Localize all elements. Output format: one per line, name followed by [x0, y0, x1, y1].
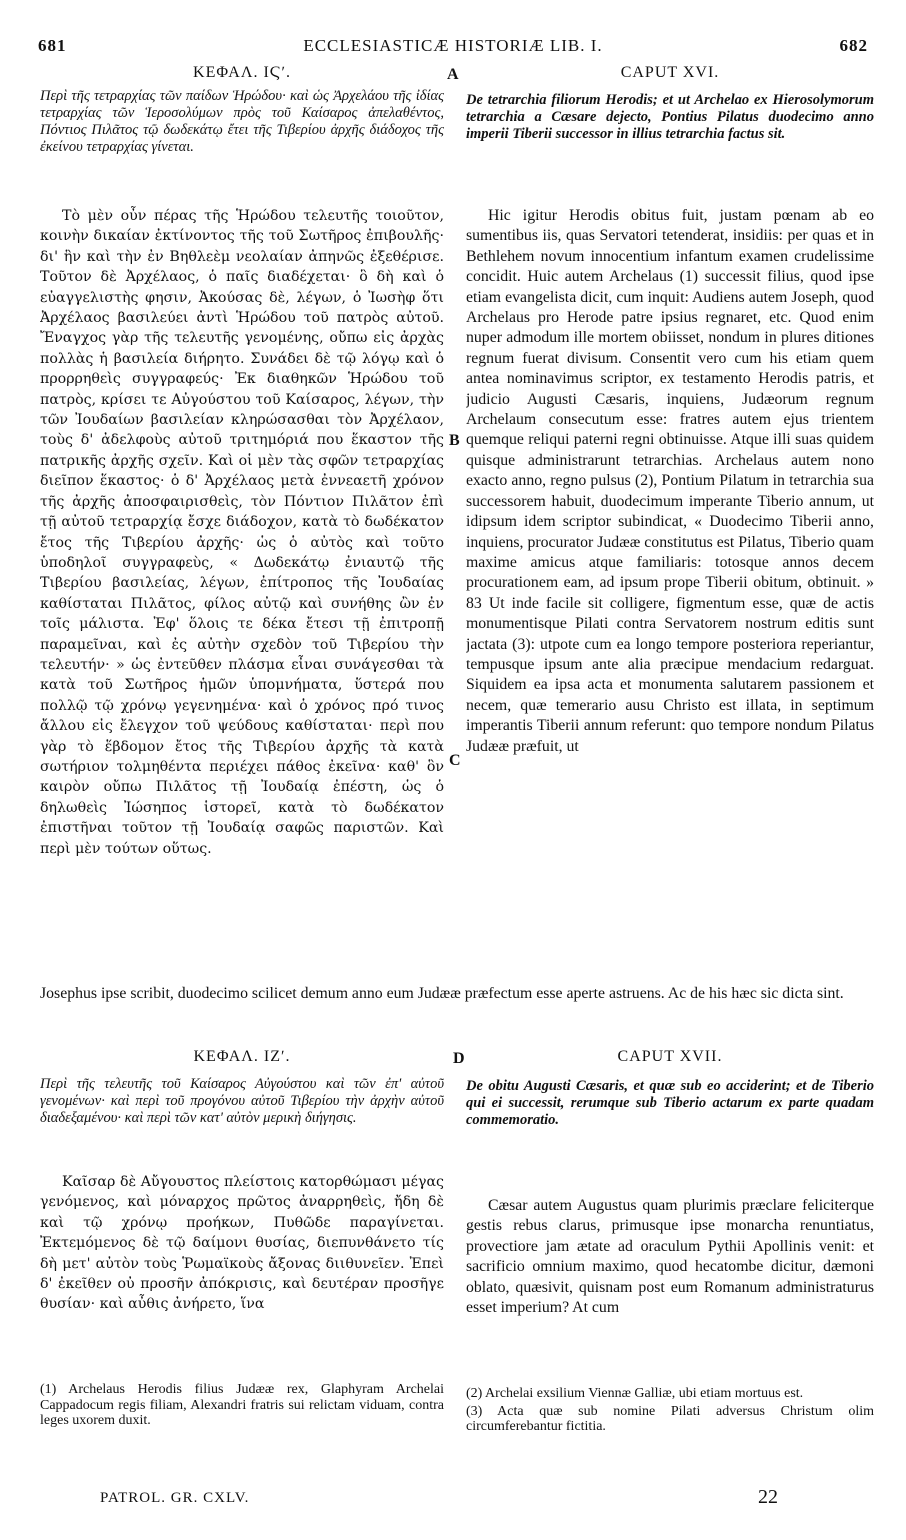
greek-text-17-box — [40, 1172, 444, 1358]
right-page-number: 682 — [839, 36, 868, 55]
greek-chapter-summary: Περὶ τῆς τετραρχίας τῶν παίδων Ἡρώδου· καὶ ὡς Ἀρχελάου τῆς ἰδίας τετραρχίας τῶν Ἱεροσολύμων πρὸς τοῦ Καίσαρος ἀπελαθέντος, Πόντιος Πιλᾶτος τῷ δωδεκάτῳ ἔτει τῆς Τιβερίου ἀρχῆς διάδοχος τῆς ἐκείνου τετραρχίας γίνεται. — [40, 88, 444, 155]
latin-summary-16-box — [466, 92, 874, 172]
volume-signature: PATROL. GR. CXLV. — [100, 1490, 250, 1506]
latin-body-text: Cæsar autem Augustus quam plurimis præclare feliciterque gestis rebus clarus, primusque ipse monarcha renuntiatus, provectiore jam ætate ad oraculum Pythii Apollinis venit: et sacrificio omnium maximo, quod hecatombe dicitur, dæmoni oblato, quæsivit, quisnam post eum Romanum administraturus esset imperium? At cum — [466, 1197, 874, 1317]
latin-chapter-16 — [466, 64, 874, 82]
greek-summary-16-box — [40, 88, 444, 198]
latin-body-text: Hic igitur Herodis obitus fuit, justam pœnam ab eo sumentibus iis, quas Servatori tetenderat, insidiis: per quas et in Bethlehem novum innocentium infantum examen crudelissime concidit. Huic autem Archelaus (1) successit filius, quod ipse etiam evangelista dicit, cum inquit: Audiens autem Joseph, quod Archelaus pro Herode patre ipsius regnaret, etc. Quod enim nuper admodum ille mortem obiisset, nondum in plures ditiones regnum fuerat divisum. Consentit vero cum his etiam quem antea nominavimus scriptor, ex testamento Herodis patris, et judicio Augusti Cæsaris, inquiens, Judæorum regnum Archelaum consecutum esse: fratres autem ejus trientem quemque reliqui paterni regni obtinuisse. Atque illi suas quidem quisque administrarunt tetrarchias. Archelaus autem nono exacto anno, regno pulsus (2), Pontium Pilatum in tetrarchia sua successorem habuit, duodecimum imperante Tiberio annum, ut idipsum idem scriptor subindicat, « Duodecimo Tiberii anno, inquiens, procurator Judææ constitutus est Pilatus, Tiberio quam maxime amicus atque familiaris: totosque annos decem procurationem eam, ad ipsum prope Tiberii obitum, obtinuit. » 83 Ut inde facile sit colligere, figmentum esse, quæ de actis monumentisque Pilati contra Servatorem nostrum editis sunt jactata (3): utpote cum ea longo tempore posteriora reperiantur, tempusque ipsum ante alia præcipue mendacium redarguat. Siquidem ea ipsa acta et monumenta salutarem passionem et necem, quæ temerario ausu Christo est illata, in septimum imperantis Tiberii annum referunt: quo tempore nondum Pilatus Judææ præfuit, ut — [466, 207, 874, 755]
footnote-2: (2) Archelai exsilium Viennæ Galliæ, ubi etiam mortuus est. — [466, 1386, 804, 1401]
sheet-number: 22 — [758, 1486, 778, 1508]
latin-chapter-heading: CAPUT XVII. — [617, 1048, 723, 1065]
greek-chapter-summary: Περὶ τῆς τελευτῆς τοῦ Καίσαρος Αὐγούστου καὶ τῶν ἐπ' αὐτοῦ γενομένων· καὶ περὶ τοῦ προγόνου αὐτοῦ Τιβερίου τὴν ἀρχὴν αὐτοῦ διαδεξαμένου· καὶ περὶ τῶν κατ' αὐτὸν μερικὴ διήγησις. — [40, 1076, 444, 1126]
footnotes-right — [466, 1386, 874, 1470]
latin-continuation-text: Josephus ipse scribit, duodecimo scilicet demum anno eum Judææ præfectum esse aperte astruens. Ac de his hæc sic dicta sint. — [40, 985, 844, 1002]
greek-chapter-heading: ΚΕΦΑΛ. ΙΖʹ. — [193, 1048, 291, 1065]
greek-body-text: Καῖσαρ δὲ Αὔγουστος πλείστοις κατορθώμασι μέγας γενόμενος, καὶ μόναρχος πρῶτος ἀναρρηθεὶς, ἤδη δὲ καὶ τῷ χρόνῳ προήκων, Πυθῶδε παραγίνεται. Ἐκτεμόμενος δὲ τῷ δαίμονι θυσίας, διεπυνθάνετο τίς δὴ μετ' αὐτὸν τοὺς Ῥωμαϊκοὺς ἄξονας διιθυνεῖεν. Ἐπεὶ δ' ἐκεῖθεν οὐ προσῆν ἀπόκρισις, καὶ δευτέραν προσῆγε θυσίαν· καὶ αὖθις ἀνήρετο, ἵνα — [40, 1174, 444, 1313]
greek-chapter-16 — [40, 64, 444, 82]
greek-chapter-17 — [40, 1048, 444, 1066]
greek-text-16-box — [40, 206, 444, 982]
greek-body-text: Τὸ μὲν οὖν πέρας τῆς Ἡρώδου τελευτῆς τοιοῦτον, κοινὴν δικαίαν ἐκτίνοντος τῆς τοῦ Σωτῆρος ἐπιβουλῆς· δι' ἣν καὶ τὴν ἐν Βηθλεὲμ νεολαίαν ἀπηνῶς ἐξεθέρισε. Τοῦτον δὲ Ἀρχέλαος, ὁ παῖς διαδέχεται· ὃ δὴ καὶ ὁ εὐαγγελιστὴς φησιν, Ἀκούσας δὲ, λέγων, ὁ Ἰωσὴφ ὅτι Ἀρχέλαος βασιλεύει ἀντὶ Ἡρώδου τοῦ πατρὸς αὐτοῦ. Ἔναγχος γὰρ τῆς τελευτῆς γενομένης, οὔπω εἰς ἀρχὰς πολλὰς ἡ βασιλεία διήρητο. Συνάδει δὲ τῷ λόγῳ καὶ ὁ προρρηθεὶς συγγραφεύς· Ἐκ διαθηκῶν Ἡρώδου τοῦ πατρὸς, κρίσει τε Αὐγούστου τοῦ Καίσαρος, λέγων, τὴν τῶν Ἰουδαίων βασιλείαν κληρώσασθαι τὸν Ἀρχέλαον, τοὺς δ' ἀδελφοὺς αὐτοῦ τριτημόριά που ἕκαστον τῆς πατρικῆς ἀρχῆς σχεῖν. Καὶ οἱ μὲν τὰς σφῶν τετραρχίας διεῖπον ἕκαστος· ὁ δ' Ἀρχέλαος μετὰ ἐννεαετῆ χρόνον τῆς ἀρχῆς ἀποσφαιρισθεὶς, τὸν Πόντιον Πιλᾶτον ἐπὶ τῇ αὐτοῦ τετραρχίᾳ ἔσχε διάδοχον, κατὰ τὸ δωδέκατον ἔτος τῆς Τιβερίου ἀρχῆς· ὡς ὁ αὐτὸς καὶ τοῦτο ὑποδηλοῖ συγγραφεὺς, « Δωδεκάτῳ ἐνιαυτῷ τῆς Τιβερίου βασιλείας, λέγων, ἐπίτροπος τῆς Ἰουδαίας καθίσταται Πιλᾶτος, φίλος αὐτῷ καὶ συνήθης ὢν ἐν τοῖς μάλιστα. Ἐφ' ὅλοις τε δέκα ἔτεσι τῇ ἐπιτροπῇ παραμεῖναι, καὶ ἐς αὐτὴν σχεδὸν τοῦ Τιβερίου τὴν τελευτήν· » ὡς ἐντεῦθεν πλάσμα εἶναι συνάγεσθαι τὰ κατὰ τοῦ Σωτῆρος ἡμῶν ὑπομνήματα, ὕστερά που πολλῷ τῷ χρόνῳ γεγενημένα· καὶ ὁ χρόνος πρό τινος ἄλλου εἰς ἔλεγχον τοῦ ψεύδους καθίσταται· περὶ που γὰρ τὸ ἕβδομον ἔτος τῆς Τιβερίου ἀρχῆς τὰ κατὰ σωτήριον τολμηθέντα περιέχει πάθος ἐκεῖνα· καθ' ὃν καιρὸν οὔπω Πιλᾶτος τῇ Ἰουδαίᾳ ἐπέστη, ὡς ὁ δηλωθεὶς Ἰώσηπος ἱστορεῖ, κατὰ τὸ δωδέκατον ἐπιστῆναι τοῦτον τῇ Ἰουδαίᾳ σαφῶς παριστῶν. Καὶ περὶ μὲν τούτων οὕτως. — [40, 208, 444, 857]
footnote-1: (1) Archelaus Herodis filius Judææ rex, Glaphyram Archelai Cappadocum regis filiam, Alexandri fratris sui relictam viduam, contra leges uxorem duxit. — [40, 1382, 444, 1428]
latin-chapter-17 — [466, 1048, 874, 1066]
latin-text-16-box — [466, 206, 874, 982]
running-header — [38, 36, 868, 58]
left-page-number: 681 — [38, 36, 67, 55]
margin-marker-c: C — [449, 752, 461, 769]
footnote-3: (3) Acta quæ sub nomine Pilati adversus Christum olim circumferebantur fictitia. — [466, 1403, 874, 1434]
latin-chapter-summary: De obitu Augusti Cæsaris, et quæ sub eo acciderint; et de Tiberio qui ei successit, rerumque sub Tiberio actarum ex parte quadam commemoratio. — [466, 1078, 874, 1128]
margin-marker-d: D — [453, 1050, 465, 1067]
latin-text-17-box — [466, 1196, 874, 1360]
latin-chapter-summary: De tetrarchia filiorum Herodis; et ut Archelao ex Hierosolymorum tetrarchia a Cæsare dejecto, Pontius Pilatus duodecimo anno imperii Tiberii successor in illius tetrarchia factus sit. — [466, 92, 874, 142]
running-title: ECCLESIASTICÆ HISTORIÆ LIB. I. — [303, 36, 603, 55]
footnotes-left — [40, 1382, 444, 1450]
margin-marker-b: B — [449, 432, 460, 449]
latin-summary-17-box — [466, 1078, 874, 1134]
latin-chapter-heading: CAPUT XVI. — [620, 64, 720, 81]
greek-summary-17-box — [40, 1076, 444, 1166]
greek-chapter-heading: ΚΕΦΑΛ. ΙϚʹ. — [193, 64, 291, 81]
margin-marker-a: A — [447, 66, 459, 83]
